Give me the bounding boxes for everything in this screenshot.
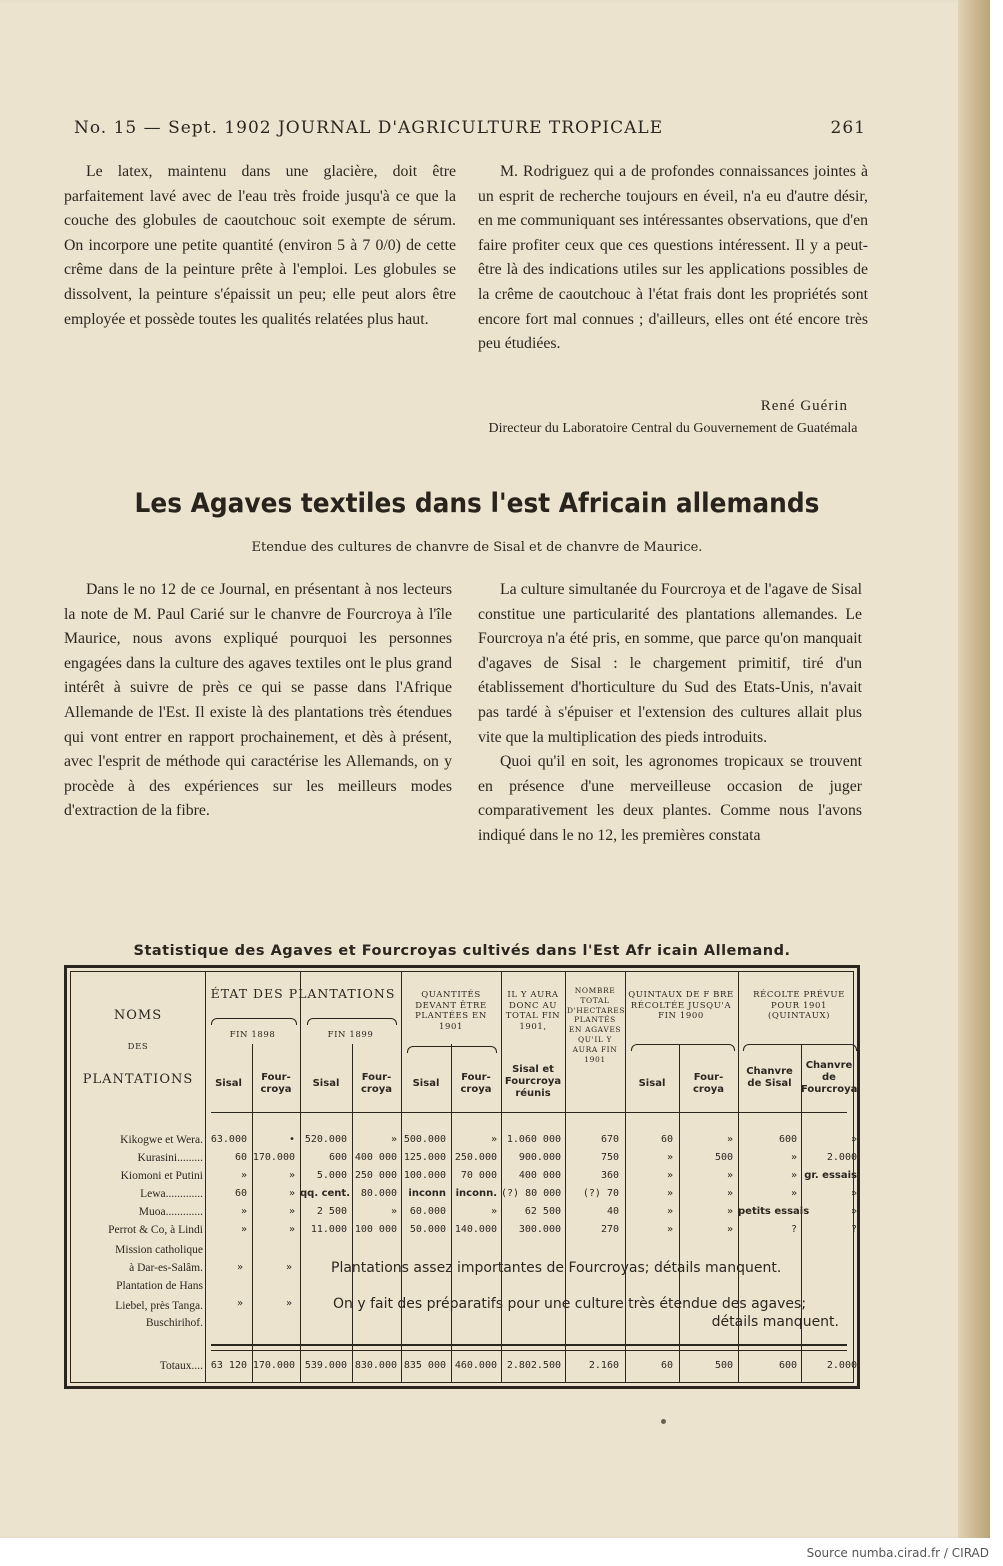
issue-number: No. 15 [74,118,138,138]
table-cell: gr. essais [804,1170,857,1181]
table-cell: » [240,1224,247,1235]
second-article-column-right [478,578,862,849]
row-name: Lewa............. [140,1188,203,1200]
header-fin-1898: FIN 1898 [229,1030,276,1040]
header-fourcroya-1899: Four-croya [361,1072,392,1095]
mission-cell-1: » [236,1262,243,1273]
table-cell: 600 [328,1152,347,1163]
page-edge [958,0,990,1538]
table-cell: » [790,1152,797,1163]
total-cell: 60 [660,1360,673,1371]
table-cell: ? [850,1224,857,1235]
statistics-table [64,965,860,1389]
table-cell: inconn. [455,1188,497,1199]
table-cell: 900.000 [518,1152,561,1163]
header-chanvre-fourcroya: Chanvre de Fourcroya [801,1060,858,1095]
ornament-dot [661,1419,666,1424]
table-cell: 2.000 [826,1152,857,1163]
hans-name-2: Liebel, près Tanga. Buschirihof. [115,1300,203,1329]
hans-note-2: détails manquent. [711,1314,839,1330]
table-cell: 250.000 [454,1152,497,1163]
header-nombre-total: NOMBRE TOTAL D'HECTARES PLANTÉS EN AGAVES QU'IL Y AURA FIN 1901 [567,986,626,1064]
header-des: DES [127,1042,149,1052]
brace [407,1046,497,1053]
total-cell: 830.000 [354,1360,397,1371]
header-sisal-1898: Sisal [215,1078,242,1089]
header-fourcroya-quintaux: Four-croya [693,1072,724,1095]
brace [631,1044,735,1051]
header-noms: NOMS [113,1008,163,1023]
row-name: Kiomoni et Putini [120,1170,203,1182]
header-il-y-aura: IL Y AURA DONC AU TOTAL FIN 1901, [505,990,561,1032]
total-cell: 2.000 [826,1360,857,1371]
table-cell: » [390,1206,397,1217]
table-cell: 140.000 [454,1224,497,1235]
mission-note: Plantations assez importantes de Fourcroyas; détails manquent. [331,1260,782,1276]
table-cell: » [490,1206,497,1217]
table-cell: » [790,1188,797,1199]
source-credit: Source numba.cirad.fr / CIRAD [806,1546,989,1560]
table-cell: (?) 80 000 [501,1188,562,1199]
page-number: 261 [830,118,866,138]
table-cell: 400 000 [354,1152,397,1163]
table-cell: 400 000 [518,1170,561,1181]
header-fourcroya-1898: Four-croya [260,1072,292,1095]
table-cell: » [850,1134,857,1145]
table-cell: • [288,1134,295,1145]
row-name: Muoa............. [138,1206,203,1218]
table-cell: inconn [408,1188,446,1199]
table-cell: 750 [600,1152,619,1163]
brace [211,1018,297,1025]
table-cell: 40 [606,1206,619,1217]
table-cell: 500 [714,1152,733,1163]
table-cell: 300.000 [518,1224,561,1235]
table-cell: 2 500 [316,1206,347,1217]
author-title: Directeur du Laboratoire Central du Gouvernement de Guatémala [488,421,858,436]
article-subtitle: Etendue des cultures de chanvre de Sisal et de chanvre de Maurice. [251,540,703,555]
mission-name-1: Mission catholique [115,1244,203,1256]
hans-cell-2: » [285,1298,292,1309]
header-fin-1899: FIN 1899 [327,1030,374,1040]
table-cell: 80.000 [360,1188,397,1199]
total-cell: 63 120 [210,1360,247,1371]
table-cell: 1.060 000 [506,1134,561,1145]
table-cell: » [850,1206,857,1217]
table-cell: » [726,1224,733,1235]
table-cell: petits essais [738,1206,810,1217]
hans-cell-1: » [236,1298,243,1309]
header-quintaux: QUINTAUX DE F BRE RÉCOLTÉE JUSQU'A FIN 1900 [628,990,734,1021]
total-cell: 835 000 [403,1360,446,1371]
total-cell: 170.000 [252,1360,295,1371]
header-sisal-1899: Sisal [312,1078,340,1089]
totals-rule [211,1344,847,1351]
table-cell: 11.000 [310,1224,347,1235]
total-cell: 539.000 [304,1360,347,1371]
table-cell: 100 000 [354,1224,397,1235]
table-cell: » [390,1134,397,1145]
table-cell: » [288,1206,295,1217]
total-cell: 2.160 [588,1360,619,1371]
table-cell: » [726,1206,733,1217]
first-article-column-right [478,160,868,357]
table-cell: » [790,1170,797,1181]
table-cell: 62 500 [524,1206,561,1217]
table-cell: 50.000 [409,1224,446,1235]
table-cell: 670 [600,1134,619,1145]
header-rule [211,1112,847,1113]
table-cell: 70 000 [460,1170,497,1181]
table-cell: 170.000 [252,1152,295,1163]
brace [307,1018,397,1025]
table-cell: 60.000 [409,1206,446,1217]
hans-note-1: On y fait des préparatifs pour une culture très étendue des agaves; [333,1296,807,1312]
row-name: Perrot & Co, à Lindi [108,1224,203,1236]
second-article-column-left [64,578,452,824]
first-article-column-left [64,160,456,332]
table-cell: 600 [778,1134,797,1145]
header-fourcroya-1901: Four-croya [460,1072,492,1095]
table-cell: 63.000 [210,1134,247,1145]
table-cell: 500.000 [403,1134,446,1145]
table-cell: » [666,1170,673,1181]
table-cell: 250 000 [354,1170,397,1181]
table-cell: 100.000 [403,1170,446,1181]
first-article-paragraph-2: M. Rodriguez qui a de profondes connaissances jointes à un esprit de recherche toujours en éveil, n'a eu d'autre désir, en me communiquant ses intéressantes observations, que d'en faire profiter ceux que ces questions intéressent. Il y a peut-être là des indications utiles sur les applications possibles de la crême de caoutchouc à l'état frais dont les propriétés sont encore fort mal connues ; d'ailleurs, elles ont été encore très peu étudiées. [478,163,868,353]
table-inner-border [70,971,858,1383]
table-cell: » [666,1188,673,1199]
running-head [74,118,866,142]
author-name: René Guérin [760,398,848,414]
table-cell: 360 [600,1170,619,1181]
table-cell: » [666,1206,673,1217]
header-sisal-quintaux: Sisal [638,1078,666,1089]
table-cell: » [666,1152,673,1163]
header-plantations: PLANTATIONS [82,1072,194,1087]
table-cell: 520.000 [304,1134,347,1145]
journal-title: JOURNAL D'AGRICULTURE TROPICALE [277,118,664,138]
second-article-paragraph-2: La culture simultanée du Fourcroya et de l'agave de Sisal constitue une particularité des plantations allemandes. Le Fourcroya n'a été pris, en somme, que parce qu'on manquait d'agaves de Sisal : le chargement primitif, tiré d'un établissement d'horticulture du Sud des Etats-Unis, n'avait pas tardé à s'épuiser et l'extension des cultures allait plus vite que la multiplication des pieds introduits. [478,581,862,746]
issue-date: Sept. 1902 [168,118,272,138]
total-cell: 460.000 [454,1360,497,1371]
hans-name-1: Plantation de Hans [116,1280,203,1292]
row-name: Kurasini......... [137,1152,203,1164]
table-cell: » [726,1188,733,1199]
total-cell: 2.802.500 [506,1360,561,1371]
table-cell: ? [790,1224,797,1235]
table-cell: » [240,1170,247,1181]
header-sisal-fourcroya-reunis: Sisal et Fourcroya réunis [504,1064,562,1099]
table-cell: » [288,1188,295,1199]
brace [743,1044,857,1051]
running-head-left: No. 15 — Sept. 1902 JOURNAL D'AGRICULTURE TROPICALE [74,118,664,138]
table-cell: » [288,1224,295,1235]
total-cell: 600 [778,1360,797,1371]
table-cell: » [726,1134,733,1145]
signature-block [478,398,868,437]
header-chanvre-sisal: Chanvre de Sisal [746,1066,793,1089]
header-quantites: QUANTITÉS DEVANT ÊTRE PLANTÉES EN 1901 [415,990,487,1032]
table-cell: » [726,1170,733,1181]
mission-name-2: à Dar-es-Salâm. [129,1262,203,1274]
row-name: Kikogwe et Wera. [120,1134,203,1146]
header-sisal-1901: Sisal [412,1078,440,1089]
table-cell: 60 [234,1188,247,1199]
header-etat: ÉTAT DES PLANTATIONS [210,986,396,1001]
first-article-paragraph-1: Le latex, maintenu dans une glacière, doit être parfaitement lavé avec de l'eau très froide jusqu'à ce que la couche des globules de caoutchouc soit exempte de sérum. On incorpore une petite quantité (environ 5 à 7 0/0) de cette crême dans de la peinture prête à l'emploi. Les globules se dissolvent, la peinture s'épaissit un peu; elle peut alors être employée et possède toutes les qualités relatées plus haut. [64,163,456,328]
mission-cell-2: » [285,1262,292,1273]
table-cell: » [666,1224,673,1235]
table-cell: » [288,1170,295,1181]
table-cell: 125.000 [403,1152,446,1163]
table-cell: » [240,1206,247,1217]
table-cell: » [490,1134,497,1145]
header-recolte: RÉCOLTE PRÉVUE POUR 1901 (QUINTAUX) [753,990,845,1021]
table-cell: (?) 70 [582,1188,619,1199]
table-cell: 5.000 [316,1170,347,1181]
article-title: Les Agaves textiles dans l'est Africain allemands [134,488,820,519]
table-cell: qq. cent. [300,1188,351,1199]
second-article-paragraph-1: Dans le no 12 de ce Journal, en présentant à nos lecteurs la note de M. Paul Carié sur le chanvre de Fourcroya à l'île Maurice, nous avons expliqué pourquoi les personnes engagées dans la culture des agaves textiles ont le plus grand intérêt à suivre de près ce qui se passe dans l'Afrique Allemande de l'Est. Il existe là des plantations très étendues qui vont entrer en rapport prochainement, et dès à présent, avec l'esprit de méthode qui caractérise les Allemands, on y procède à des expériences sur les meilleurs modes d'extraction de la fibre. [64,581,452,820]
table-caption: Statistique des Agaves et Fourcroyas cultivés dans l'Est Afr icain Allemand. [133,943,791,959]
totals-label: Totaux.... [159,1360,203,1372]
table-cell: 270 [600,1224,619,1235]
second-article-paragraph-3: Quoi qu'il en soit, les agronomes tropicaux se trouvent en présence d'une merveilleuse occasion de juger comparativement les deux plantes. Comme nous l'avons indiqué dans le no 12, les premières constata [478,753,862,844]
table-cell: 60 [234,1152,247,1163]
table-cell: 60 [660,1134,673,1145]
table-cell: » [850,1188,857,1199]
total-cell: 500 [714,1360,733,1371]
